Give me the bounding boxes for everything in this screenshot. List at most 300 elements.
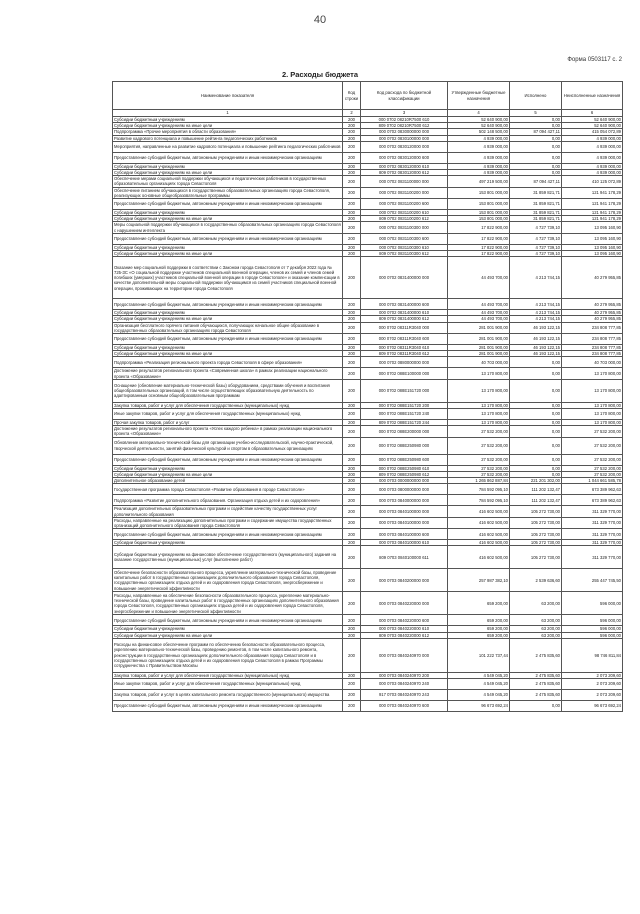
row-name: Предоставление субсидий бюджетным, автономным учреждениям и иным некоммерческим организациям xyxy=(113,199,343,210)
column-index: 2 xyxy=(343,110,361,117)
row-line-code: 200 xyxy=(343,689,361,700)
row-budget-code: 000 0703 0800000000 000 xyxy=(361,484,448,495)
row-approved: 27 532 200,00 xyxy=(448,465,510,471)
row-name: Субсидии бюджетным учреждениям xyxy=(113,465,343,471)
row-approved: 784 592 095,10 xyxy=(448,495,510,506)
row-name: Субсидии бюджетным учреждениям на иные цели xyxy=(113,170,343,176)
row-name: Субсидии бюджетным учреждениям xyxy=(113,345,343,351)
row-name: Субсидии бюджетным учреждениям xyxy=(113,210,343,216)
row-name: Развитие кадрового потенциала и повышение рейтинга педагогических работников xyxy=(113,135,343,141)
row-line-code: 200 xyxy=(343,506,361,517)
row-unexecuted: 96 673 692,24 xyxy=(562,700,623,711)
row-budget-code: 000 0702 0831100300 610 xyxy=(361,244,448,250)
row-budget-code: 000 0703 0840220000 600 xyxy=(361,615,448,626)
row-executed: 105 272 730,00 xyxy=(510,529,562,540)
row-unexecuted: 2 073 209,60 xyxy=(562,672,623,678)
row-name: Субсидии бюджетным учреждениям на иные цели xyxy=(113,251,343,257)
row-budget-code: 809 0702 0831100200 612 xyxy=(361,216,448,222)
row-executed: 0,00 xyxy=(510,135,562,141)
row-approved: 44 493 700,00 xyxy=(448,257,510,299)
row-line-code: 200 xyxy=(343,368,361,379)
row-line-code: 200 xyxy=(343,251,361,257)
row-line-code: 200 xyxy=(343,409,361,420)
row-name: Субсидии бюджетным учреждениям xyxy=(113,163,343,169)
row-budget-code: 809 0703 0840220000 612 xyxy=(361,632,448,638)
form-code: Форма 0503117 с. 2 xyxy=(567,57,622,63)
row-line-code: 200 xyxy=(343,592,361,615)
row-line-code: 200 xyxy=(343,638,361,672)
row-approved: 4 549 045,20 xyxy=(448,689,510,700)
row-unexecuted: 40 703 000,00 xyxy=(562,357,623,368)
row-approved: 13 170 800,00 xyxy=(448,402,510,408)
row-name: Организация бесплатного горячего питания обучающихся, получающих начальное общее образование в государственных образовательных организациях города Севастополя xyxy=(113,322,343,333)
row-name: Субсидии бюджетным учреждениям на иные цели xyxy=(113,351,343,357)
row-unexecuted: 311 329 770,00 xyxy=(562,517,623,528)
row-executed: 0,00 xyxy=(510,117,562,123)
table-row xyxy=(113,592,623,615)
row-budget-code: 809 0702 0831100300 612 xyxy=(361,251,448,257)
table-row xyxy=(113,437,623,454)
row-approved: 416 602 500,00 xyxy=(448,517,510,528)
row-approved: 4 939 000,00 xyxy=(448,141,510,152)
row-name: Субсидии бюджетным учреждениям xyxy=(113,310,343,316)
row-budget-code: 000 0703 0840240970 600 xyxy=(361,700,448,711)
table-row xyxy=(113,357,623,368)
row-unexecuted: 121 941 178,29 xyxy=(562,216,623,222)
row-executed: 0,00 xyxy=(510,379,562,402)
row-budget-code: 809 0702 088E250980 612 xyxy=(361,471,448,477)
row-approved: 44 493 700,00 xyxy=(448,299,510,310)
row-unexecuted: 410 125 072,89 xyxy=(562,176,623,187)
row-budget-code: 000 0702 0831100200 600 xyxy=(361,199,448,210)
row-approved: 17 822 900,00 xyxy=(448,222,510,233)
row-name: Достижение результатов регионального проекта «Успех каждого ребенка» в рамках реализации национального проекта «Образование» xyxy=(113,426,343,437)
row-budget-code: 000 0702 0880000000 000 xyxy=(361,357,448,368)
row-executed: 2 475 835,60 xyxy=(510,672,562,678)
row-budget-code: 809 0702 088E151720 244 xyxy=(361,420,448,426)
section-title: 2. Расходы бюджета xyxy=(281,70,359,79)
row-name: Предоставление субсидий бюджетным, автономным учреждениям и иным некоммерческим организациям xyxy=(113,700,343,711)
row-approved: 17 822 900,00 xyxy=(448,244,510,250)
row-executed: 2 475 835,60 xyxy=(510,678,562,689)
row-line-code: 200 xyxy=(343,152,361,163)
row-unexecuted: 234 808 777,85 xyxy=(562,334,623,345)
row-unexecuted: 27 532 200,00 xyxy=(562,426,623,437)
row-unexecuted: 52 640 900,00 xyxy=(562,123,623,129)
row-unexecuted: 40 279 955,85 xyxy=(562,257,623,299)
row-budget-code: 000 0702 088E250980 600 xyxy=(361,454,448,465)
row-unexecuted: 596 000,00 xyxy=(562,592,623,615)
row-budget-code: 000 0703 0840220000 610 xyxy=(361,626,448,632)
row-line-code: 200 xyxy=(343,199,361,210)
row-budget-code: 000 0702 0830120000 000 xyxy=(361,141,448,152)
row-line-code: 200 xyxy=(343,176,361,187)
table-row xyxy=(113,299,623,310)
row-executed: 0,00 xyxy=(510,163,562,169)
table-row xyxy=(113,368,623,379)
row-line-code: 200 xyxy=(343,420,361,426)
table-row xyxy=(113,506,623,517)
table-row xyxy=(113,409,623,420)
table-row xyxy=(113,615,623,626)
table-row xyxy=(113,678,623,689)
table-header-row xyxy=(113,82,623,110)
row-name: Подпрограмма «Развитие дополнительного образования. Организация отдыха детей и их оздоровления» xyxy=(113,495,343,506)
row-approved: 52 640 900,00 xyxy=(448,123,510,129)
row-executed: 4 213 744,15 xyxy=(510,299,562,310)
row-unexecuted: 311 329 770,00 xyxy=(562,540,623,546)
row-unexecuted: 596 000,00 xyxy=(562,632,623,638)
row-budget-code: 000 0702 0831100200 610 xyxy=(361,210,448,216)
row-approved: 659 200,00 xyxy=(448,615,510,626)
row-executed: 0,00 xyxy=(510,437,562,454)
row-budget-code: 000 0702 08210R7500 610 xyxy=(361,117,448,123)
row-budget-code: 000 0703 0840220000 000 xyxy=(361,592,448,615)
row-name: Предоставление субсидий бюджетным, автономным учреждениям и иным некоммерческим организациям xyxy=(113,454,343,465)
row-unexecuted: 311 329 770,00 xyxy=(562,506,623,517)
row-budget-code: 000 0703 0840240970 240 xyxy=(361,678,448,689)
row-unexecuted: 27 532 200,00 xyxy=(562,471,623,477)
row-approved: 281 001 900,00 xyxy=(448,345,510,351)
row-line-code: 200 xyxy=(343,310,361,316)
row-unexecuted: 13 170 800,00 xyxy=(562,379,623,402)
row-line-code: 200 xyxy=(343,615,361,626)
row-line-code: 200 xyxy=(343,454,361,465)
row-budget-code: 000 0703 0840100000 000 xyxy=(361,517,448,528)
row-unexecuted: 4 939 000,00 xyxy=(562,152,623,163)
row-unexecuted: 234 808 777,85 xyxy=(562,322,623,333)
row-approved: 27 532 200,00 xyxy=(448,437,510,454)
row-approved: 281 001 900,00 xyxy=(448,351,510,357)
row-approved: 497 219 500,00 xyxy=(448,176,510,187)
row-line-code: 200 xyxy=(343,379,361,402)
row-unexecuted: 13 170 800,00 xyxy=(562,402,623,408)
row-line-code: 200 xyxy=(343,299,361,310)
row-name: Подпрограмма «Реализация регионального проекта города Севастополя в сфере образования» xyxy=(113,357,343,368)
row-budget-code: 000 0703 0840200000 000 xyxy=(361,569,448,592)
table-row xyxy=(113,199,623,210)
row-name: Расходы, направленные на реализацию дополнительных программ и содержание имущества государственных организаций дополнительного образования города Севастополя xyxy=(113,517,343,528)
row-unexecuted: 13 095 160,90 xyxy=(562,244,623,250)
row-name: Предоставление субсидий бюджетным, автономным учреждениям и иным некоммерческим организациям xyxy=(113,334,343,345)
row-unexecuted: 2 073 209,60 xyxy=(562,678,623,689)
row-line-code: 200 xyxy=(343,187,361,198)
table-row xyxy=(113,379,623,402)
row-name: Закупка товаров, работ и услуг для обеспечения государственных (муниципальных) нужд xyxy=(113,402,343,408)
row-budget-code: 000 0702 0831400000 610 xyxy=(361,310,448,316)
row-approved: 153 801 000,00 xyxy=(448,210,510,216)
header-name: Наименование показателя xyxy=(113,82,343,110)
row-approved: 257 987 382,10 xyxy=(448,569,510,592)
row-approved: 416 602 500,00 xyxy=(448,529,510,540)
row-executed: 0,00 xyxy=(510,357,562,368)
row-executed: 63 200,00 xyxy=(510,592,562,615)
row-line-code: 200 xyxy=(343,334,361,345)
table-row xyxy=(113,454,623,465)
row-budget-code: 000 0702 088E250980 610 xyxy=(361,465,448,471)
row-line-code: 200 xyxy=(343,484,361,495)
row-unexecuted: 13 095 160,90 xyxy=(562,233,623,244)
row-unexecuted: 596 000,00 xyxy=(562,615,623,626)
row-line-code: 200 xyxy=(343,170,361,176)
row-executed: 87 094 427,11 xyxy=(510,176,562,187)
row-line-code: 200 xyxy=(343,316,361,322)
row-line-code: 200 xyxy=(343,678,361,689)
row-name: Меры социальной поддержки обучающихся в государственных образовательных организациях города Севастополя с нарушением интеллекта xyxy=(114,222,341,233)
row-budget-code: 000 0702 088E151720 000 xyxy=(361,379,448,402)
row-executed: 4 727 739,10 xyxy=(510,251,562,257)
table-body xyxy=(113,117,623,712)
row-budget-code: 000 0703 0840240970 200 xyxy=(361,672,448,678)
row-name: Расходы, направленные на обеспечение безопасности образовательного процесса, укрепление материально-технической базы, проведение капитальных работ в государственных организациях дополнительного образования города Севастополя, государственных организациях отдыха детей и их оздоровления города Севастополя, энергосбережение и повышение энергетической эффективности xyxy=(113,592,343,615)
table-row xyxy=(113,322,623,333)
row-approved: 13 170 800,00 xyxy=(448,420,510,426)
row-name: Оказание мер социальной поддержки в соответствии с Законом города Севастополя от 7 декабря 2022 года № 725-ЗС «О социальной поддержке участников специальной военной операции, членов их семей и членов семей погибших (умерших) участников специальной военной операции в городе Севастополе» и оказание компенсации в качестве дополнительной меры социальной поддержки обучающимся из семей участников специальной военной операции, проживающих на территории города Севастополя xyxy=(113,257,343,299)
row-line-code: 200 xyxy=(343,540,361,546)
row-unexecuted: 52 640 900,00 xyxy=(562,117,623,123)
row-name: Субсидии бюджетным учреждениям xyxy=(113,540,343,546)
row-approved: 153 801 000,00 xyxy=(448,216,510,222)
table-row xyxy=(113,517,623,528)
row-approved: 4 549 045,20 xyxy=(448,678,510,689)
row-executed: 2 475 835,60 xyxy=(510,638,562,672)
row-budget-code: 809 0702 08311R3040 612 xyxy=(361,351,448,357)
row-executed: 105 272 730,00 xyxy=(510,540,562,546)
row-executed: 46 193 122,15 xyxy=(510,322,562,333)
row-name: Оснащение (обновление материально-технической базы) оборудованием, средствами обучения и воспитания общеобразовательных организаций, в том числе осуществляющих образовательную деятельность по адаптированным основным общеобразовательным программам xyxy=(113,379,343,402)
table-row xyxy=(113,334,623,345)
row-line-code: 200 xyxy=(343,129,361,135)
row-unexecuted: 234 808 777,85 xyxy=(562,351,623,357)
row-executed: 4 213 744,15 xyxy=(510,257,562,299)
row-budget-code: 000 0702 08311R3040 610 xyxy=(361,345,448,351)
row-approved: 96 673 692,24 xyxy=(448,700,510,711)
row-approved: 784 592 095,10 xyxy=(448,484,510,495)
row-name: Предоставление субсидий бюджетным, автономным учреждениям и иным некоммерческим организациям xyxy=(113,152,343,163)
row-line-code: 200 xyxy=(343,222,361,233)
row-name: Обновление материально-технической базы для организации учебно-исследовательской, научно-практической, творческой деятельности, занятий физической культурой и спортом в образовательных организациях xyxy=(113,437,343,454)
row-line-code: 200 xyxy=(343,357,361,368)
row-name: Иные закупки товаров, работ и услуг для обеспечения государственных (муниципальных) нужд xyxy=(113,678,343,689)
row-budget-code: 000 0703 0840000000 000 xyxy=(361,495,448,506)
row-executed: 31 859 821,71 xyxy=(510,210,562,216)
row-budget-code: 000 0702 0831400000 600 xyxy=(361,299,448,310)
row-budget-code: 000 0702 088E151720 240 xyxy=(361,409,448,420)
row-executed: 0,00 xyxy=(510,465,562,471)
row-line-code: 200 xyxy=(343,569,361,592)
expenditure-table xyxy=(112,81,623,712)
row-name: Субсидии бюджетным учреждениям на иные цели xyxy=(113,471,343,477)
row-executed: 0,00 xyxy=(510,420,562,426)
row-line-code: 200 xyxy=(343,123,361,129)
row-approved: 52 640 900,00 xyxy=(448,117,510,123)
row-name: Подпрограмма «Прочие мероприятия в области образования» xyxy=(113,129,343,135)
row-unexecuted: 4 939 000,00 xyxy=(562,163,623,169)
row-approved: 13 170 800,00 xyxy=(448,409,510,420)
row-budget-code: 000 0702 0830000000 000 xyxy=(361,129,448,135)
row-line-code: 200 xyxy=(343,402,361,408)
row-unexecuted: 673 389 962,63 xyxy=(562,495,623,506)
row-unexecuted: 311 329 770,00 xyxy=(562,546,623,569)
row-budget-code: 000 0702 08311R3040 600 xyxy=(361,334,448,345)
row-unexecuted: 673 389 962,63 xyxy=(562,484,623,495)
column-index-row xyxy=(113,110,623,117)
row-approved: 101 222 737,44 xyxy=(448,638,510,672)
row-unexecuted: 40 279 955,85 xyxy=(562,310,623,316)
row-name: Предоставление субсидий бюджетным, автономным учреждениям и иным некоммерческим организациям xyxy=(113,233,343,244)
row-executed: 46 193 122,15 xyxy=(510,345,562,351)
row-approved: 44 493 700,00 xyxy=(448,310,510,316)
row-budget-code: 000 0702 088E250980 000 xyxy=(361,437,448,454)
table-row xyxy=(113,484,623,495)
row-name: Обеспечение мерами социальной поддержки обучающихся и педагогических работников в государственных образовательных организациях города Севастополя xyxy=(113,176,343,187)
row-approved: 4 939 000,00 xyxy=(448,163,510,169)
row-approved: 4 939 000,00 xyxy=(448,135,510,141)
row-approved: 44 493 700,00 xyxy=(448,316,510,322)
page-number: 40 xyxy=(313,14,327,26)
table-row xyxy=(113,187,623,198)
row-executed: 111 202 132,47 xyxy=(510,495,562,506)
row-unexecuted: 40 279 955,85 xyxy=(562,299,623,310)
row-name: Достижение результатов регионального проекта «Современная школа» в рамках реализации национального проекта «Образование» xyxy=(113,368,343,379)
row-executed: 111 202 132,47 xyxy=(510,484,562,495)
row-name: Государственная программа города Севастополя «Развитие образования в городе Севастополе» xyxy=(113,484,343,495)
row-line-code: 200 xyxy=(343,471,361,477)
row-executed: 4 727 739,10 xyxy=(510,244,562,250)
row-line-code: 200 xyxy=(343,478,361,484)
row-name: Реализация дополнительных образовательных программ и содействие качеству государственных услуг дополнительного образования xyxy=(113,506,343,517)
row-line-code: 200 xyxy=(343,546,361,569)
row-name: Прочая закупка товаров, работ и услуг xyxy=(113,420,343,426)
row-unexecuted: 27 532 200,00 xyxy=(562,465,623,471)
row-unexecuted: 4 939 000,00 xyxy=(562,135,623,141)
row-budget-code: 000 0702 0831100200 000 xyxy=(361,187,448,198)
row-approved: 4 939 000,00 xyxy=(448,170,510,176)
row-budget-code: 000 0703 0840100000 000 xyxy=(361,506,448,517)
row-budget-code: 000 0702 088E200000 000 xyxy=(361,426,448,437)
row-approved: 17 822 900,00 xyxy=(448,233,510,244)
row-executed: 0,00 xyxy=(510,170,562,176)
row-executed: 0,00 xyxy=(510,141,562,152)
row-budget-code: 000 0702 088E151720 200 xyxy=(361,402,448,408)
row-name: Предоставление субсидий бюджетным, автономным учреждениям и иным некоммерческим организациям xyxy=(113,299,343,310)
row-executed: 0,00 xyxy=(510,454,562,465)
table-row xyxy=(113,233,623,244)
row-unexecuted: 13 095 160,90 xyxy=(562,251,623,257)
row-line-code: 200 xyxy=(343,322,361,333)
table-row xyxy=(113,495,623,506)
row-budget-code: 000 0702 088E100000 000 xyxy=(361,368,448,379)
row-unexecuted: 415 054 072,89 xyxy=(562,129,623,135)
row-name: Субсидии бюджетным учреждениям на иные цели xyxy=(113,316,343,322)
row-line-code: 200 xyxy=(343,517,361,528)
row-executed: 2 475 835,60 xyxy=(510,689,562,700)
row-name: Субсидии бюджетным учреждениям на финансовое обеспечение государственного (муниципального) задания на оказание государственных (муниципальных) услуг (выполнение работ) xyxy=(113,546,343,569)
row-line-code: 200 xyxy=(343,495,361,506)
column-index: 6 xyxy=(562,110,623,117)
row-name: Субсидии бюджетным учреждениям на иные цели xyxy=(113,123,343,129)
row-approved: 502 148 500,00 xyxy=(448,129,510,135)
row-approved: 659 200,00 xyxy=(448,632,510,638)
row-name: Субсидии бюджетным учреждениям xyxy=(113,626,343,632)
row-approved: 153 801 000,00 xyxy=(448,199,510,210)
row-unexecuted: 98 746 811,84 xyxy=(562,638,623,672)
row-name: Субсидии бюджетным учреждениям xyxy=(113,244,343,250)
row-line-code: 200 xyxy=(343,351,361,357)
row-budget-code: 000 0703 0840100000 610 xyxy=(361,540,448,546)
row-executed: 4 727 739,10 xyxy=(510,233,562,244)
row-executed: 31 859 821,71 xyxy=(510,199,562,210)
row-unexecuted: 2 073 209,60 xyxy=(562,689,623,700)
row-name: Предоставление субсидий бюджетным, автономным учреждениям и иным некоммерческим организациям xyxy=(113,615,343,626)
row-executed: 0,00 xyxy=(510,368,562,379)
row-approved: 659 200,00 xyxy=(448,626,510,632)
column-index: 1 xyxy=(113,110,343,117)
row-unexecuted: 4 939 000,00 xyxy=(562,141,623,152)
table-row xyxy=(113,176,623,187)
row-name: Закупка товаров, работ и услуг для обеспечения государственных (муниципальных) нужд xyxy=(113,672,343,678)
header-executed: Исполнено xyxy=(510,82,562,110)
row-budget-code: 000 0702 0831100300 600 xyxy=(361,233,448,244)
row-line-code: 200 xyxy=(343,345,361,351)
row-executed: 46 193 122,15 xyxy=(510,334,562,345)
row-approved: 27 532 200,00 xyxy=(448,426,510,437)
row-approved: 27 532 200,00 xyxy=(448,471,510,477)
table-row xyxy=(113,546,623,569)
row-approved: 281 001 900,00 xyxy=(448,322,510,333)
row-executed: 0,00 xyxy=(510,409,562,420)
table-row xyxy=(113,257,623,299)
row-budget-code: 809 0702 0830120000 612 xyxy=(361,170,448,176)
row-line-code: 200 xyxy=(343,163,361,169)
row-approved: 281 001 900,00 xyxy=(448,334,510,345)
row-unexecuted: 121 941 178,29 xyxy=(562,199,623,210)
row-executed: 0,00 xyxy=(510,152,562,163)
row-name: Субсидии бюджетным учреждениям на иные цели xyxy=(113,216,343,222)
row-name: Дополнительное образование детей xyxy=(113,478,343,484)
row-name: Расходы на финансовое обеспечение программ по обеспечению безопасности образовательного процесса, укреплению материально-технической базы, проведению ремонтов, в том числе капитального ремонта, реконструкции в государственных организациях дополнительного образования города Севастополя и в государственных организациях отдыха детей и их оздоровления города Севастополя в рамках Программы сотрудничества с Правительством Москвы xyxy=(113,638,343,672)
table-row xyxy=(113,141,623,152)
row-executed: 87 094 427,11 xyxy=(510,129,562,135)
row-approved: 27 532 200,00 xyxy=(448,454,510,465)
row-executed: 31 859 821,71 xyxy=(510,216,562,222)
row-line-code: 200 xyxy=(343,437,361,454)
row-budget-code: 000 0702 0830120000 600 xyxy=(361,152,448,163)
row-unexecuted: 27 532 200,00 xyxy=(562,454,623,465)
table-row xyxy=(113,569,623,592)
row-unexecuted: 121 941 178,29 xyxy=(562,210,623,216)
table-row xyxy=(113,426,623,437)
row-line-code: 200 xyxy=(343,135,361,141)
row-name: Субсидии бюджетным учреждениям xyxy=(113,117,343,123)
header-unexecuted: Неисполненные назначения xyxy=(562,82,623,110)
row-name: Обеспечение безопасности образовательного процесса, укрепление материально-технической базы, проведение капитальных работ в государственных организациях дополнительного образования города Севастополя, государственных организациях отдыха детей и их оздоровления города Севастополя, энергосбережение и повышение энергетической эффективности xyxy=(113,569,343,592)
row-executed: 4 213 744,15 xyxy=(510,310,562,316)
row-approved: 416 602 500,00 xyxy=(448,506,510,517)
row-line-code: 200 xyxy=(343,244,361,250)
row-executed: 63 200,00 xyxy=(510,615,562,626)
row-unexecuted: 27 532 200,00 xyxy=(562,437,623,454)
row-executed: 63 200,00 xyxy=(510,632,562,638)
row-line-code: 200 xyxy=(343,210,361,216)
row-budget-code: 917 0703 0840240970 243 xyxy=(361,689,448,700)
row-budget-code: 809 0703 0840100000 611 xyxy=(361,546,448,569)
row-name: Обеспечение питанием обучающихся в государственных образовательных организациях города Севастополя, реализующих основные общеобразовательные программы xyxy=(113,187,343,198)
column-index: 3 xyxy=(361,110,448,117)
row-budget-code: 000 0702 0831100000 000 xyxy=(361,176,448,187)
row-name: Предоставление субсидий бюджетным, автономным учреждениям и иным некоммерческим организациям xyxy=(113,529,343,540)
row-executed: 4 727 739,10 xyxy=(510,222,562,233)
